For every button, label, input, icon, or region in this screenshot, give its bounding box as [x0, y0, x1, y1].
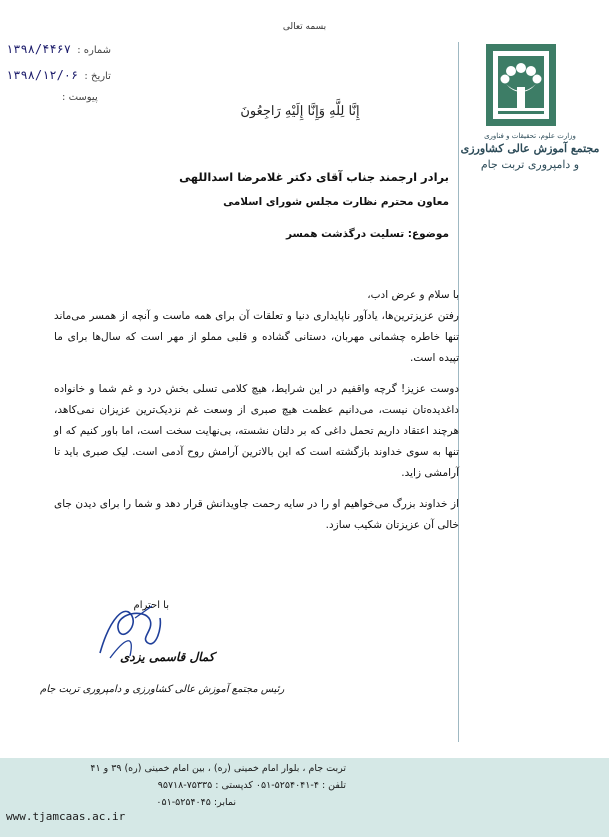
number-value: ۱۳۹۸/۴۴۶۷: [6, 42, 72, 56]
letter-body: [54, 285, 459, 536]
ministry-name: وزارت علوم، تحقیقات و فناوری: [484, 132, 576, 140]
institution-name: [460, 132, 600, 171]
date-label: تاریخ: [90, 71, 111, 82]
date-value: ۱۳۹۸/۱۲/۰۶: [6, 68, 79, 82]
quran-verse: إِنَّا لِلَّهِ وَإِنَّا إِلَيْهِ رَاجِعُونَ: [240, 104, 360, 119]
body-paragraph: رفتن عزیزترین‌ها، یادآور ناپایداری دنیا و تعلقات آن برای همه ماست و آنچه از همسر می‌ماند تنها خاطره چشمانی مهربان، دستانی گشاده و قلبی مملو از مهر است که سال‌ها برای ما تپیده است.: [54, 310, 459, 364]
attachment-label: پیوست: [68, 92, 98, 103]
institution-logo: [484, 42, 558, 128]
footer-website-link[interactable]: www.tjamcaas.ac.ir: [6, 810, 126, 823]
bismillah-header: بسمه تعالی: [282, 22, 327, 32]
letter-subject: موضوع: تسلیت درگذشت همسر: [285, 228, 449, 240]
letter-number-row: شماره : ۱۳۹۸/۴۴۶۷: [6, 42, 112, 56]
institution-name-line1: مجتمع آموزش عالی کشاورزی: [460, 142, 600, 155]
body-paragraph: از خداوند بزرگ می‌خواهیم او را در سایه رحمت جاویدانش قرار دهد و شما را برای دیدن جای خالی آن عزیزتان شکیب سازد.: [54, 498, 459, 531]
signer-title: رئیس مجتمع آموزش عالی کشاورزی و دامپروری تربت جام: [40, 684, 285, 695]
footer-fax: نمابر: ۵۲۵۴۰۴۵-۰۵۱: [156, 797, 236, 808]
closing-phrase: با احترام: [133, 600, 169, 611]
recipient-position: معاون محترم نظارت مجلس شورای اسلامی: [223, 196, 449, 208]
letter-attachment-row: پیوست :: [62, 92, 98, 103]
footer-phone: تلفن : ۴-۵۲۵۴۰۴۱-۰۵۱ کدپستی : ۷۵۳۳۵-۹۵۷۱۸: [157, 780, 346, 791]
greeting-line: با سلام و عرض ادب،: [367, 289, 459, 301]
recipient-salutation: برادر ارجمند جناب آقای دکتر غلامرضا اسداللهی: [179, 170, 449, 184]
footer-address: تربت جام ، بلوار امام خمینی (ره) ، بین امام خمینی (ره) ۳۹ و ۴۱: [90, 763, 346, 774]
signer-name: کمال قاسمی یزدی: [120, 650, 215, 664]
letter-date-row: تاریخ : ۱۳۹۸/۱۲/۰۶: [6, 68, 111, 82]
footer-contact: [6, 760, 346, 811]
institution-name-line2: و دامپروری تربت جام: [480, 158, 580, 171]
body-paragraph: دوست عزیز! گرچه واقفیم در این شرایط، هیچ کلامی تسلی بخش درد و غم شما و خانواده داغدیده‌تان نیست، می‌دانیم عظمت هیچ صبری از وسعت غم نزدیک‌ترین عزیزان نمی‌کاهد، هرچند اعتقاد داریم تحمل داغی که بر دلتان نشسته، بی‌نهایت سخت است، اما باور کنیم که او تنها به سوی خداوند بازگشته است که این بالاترین آرامش روح آدمی است. لیک صبری باید تا آرامشی زاید.: [54, 383, 459, 479]
number-label: شماره: [83, 45, 112, 56]
